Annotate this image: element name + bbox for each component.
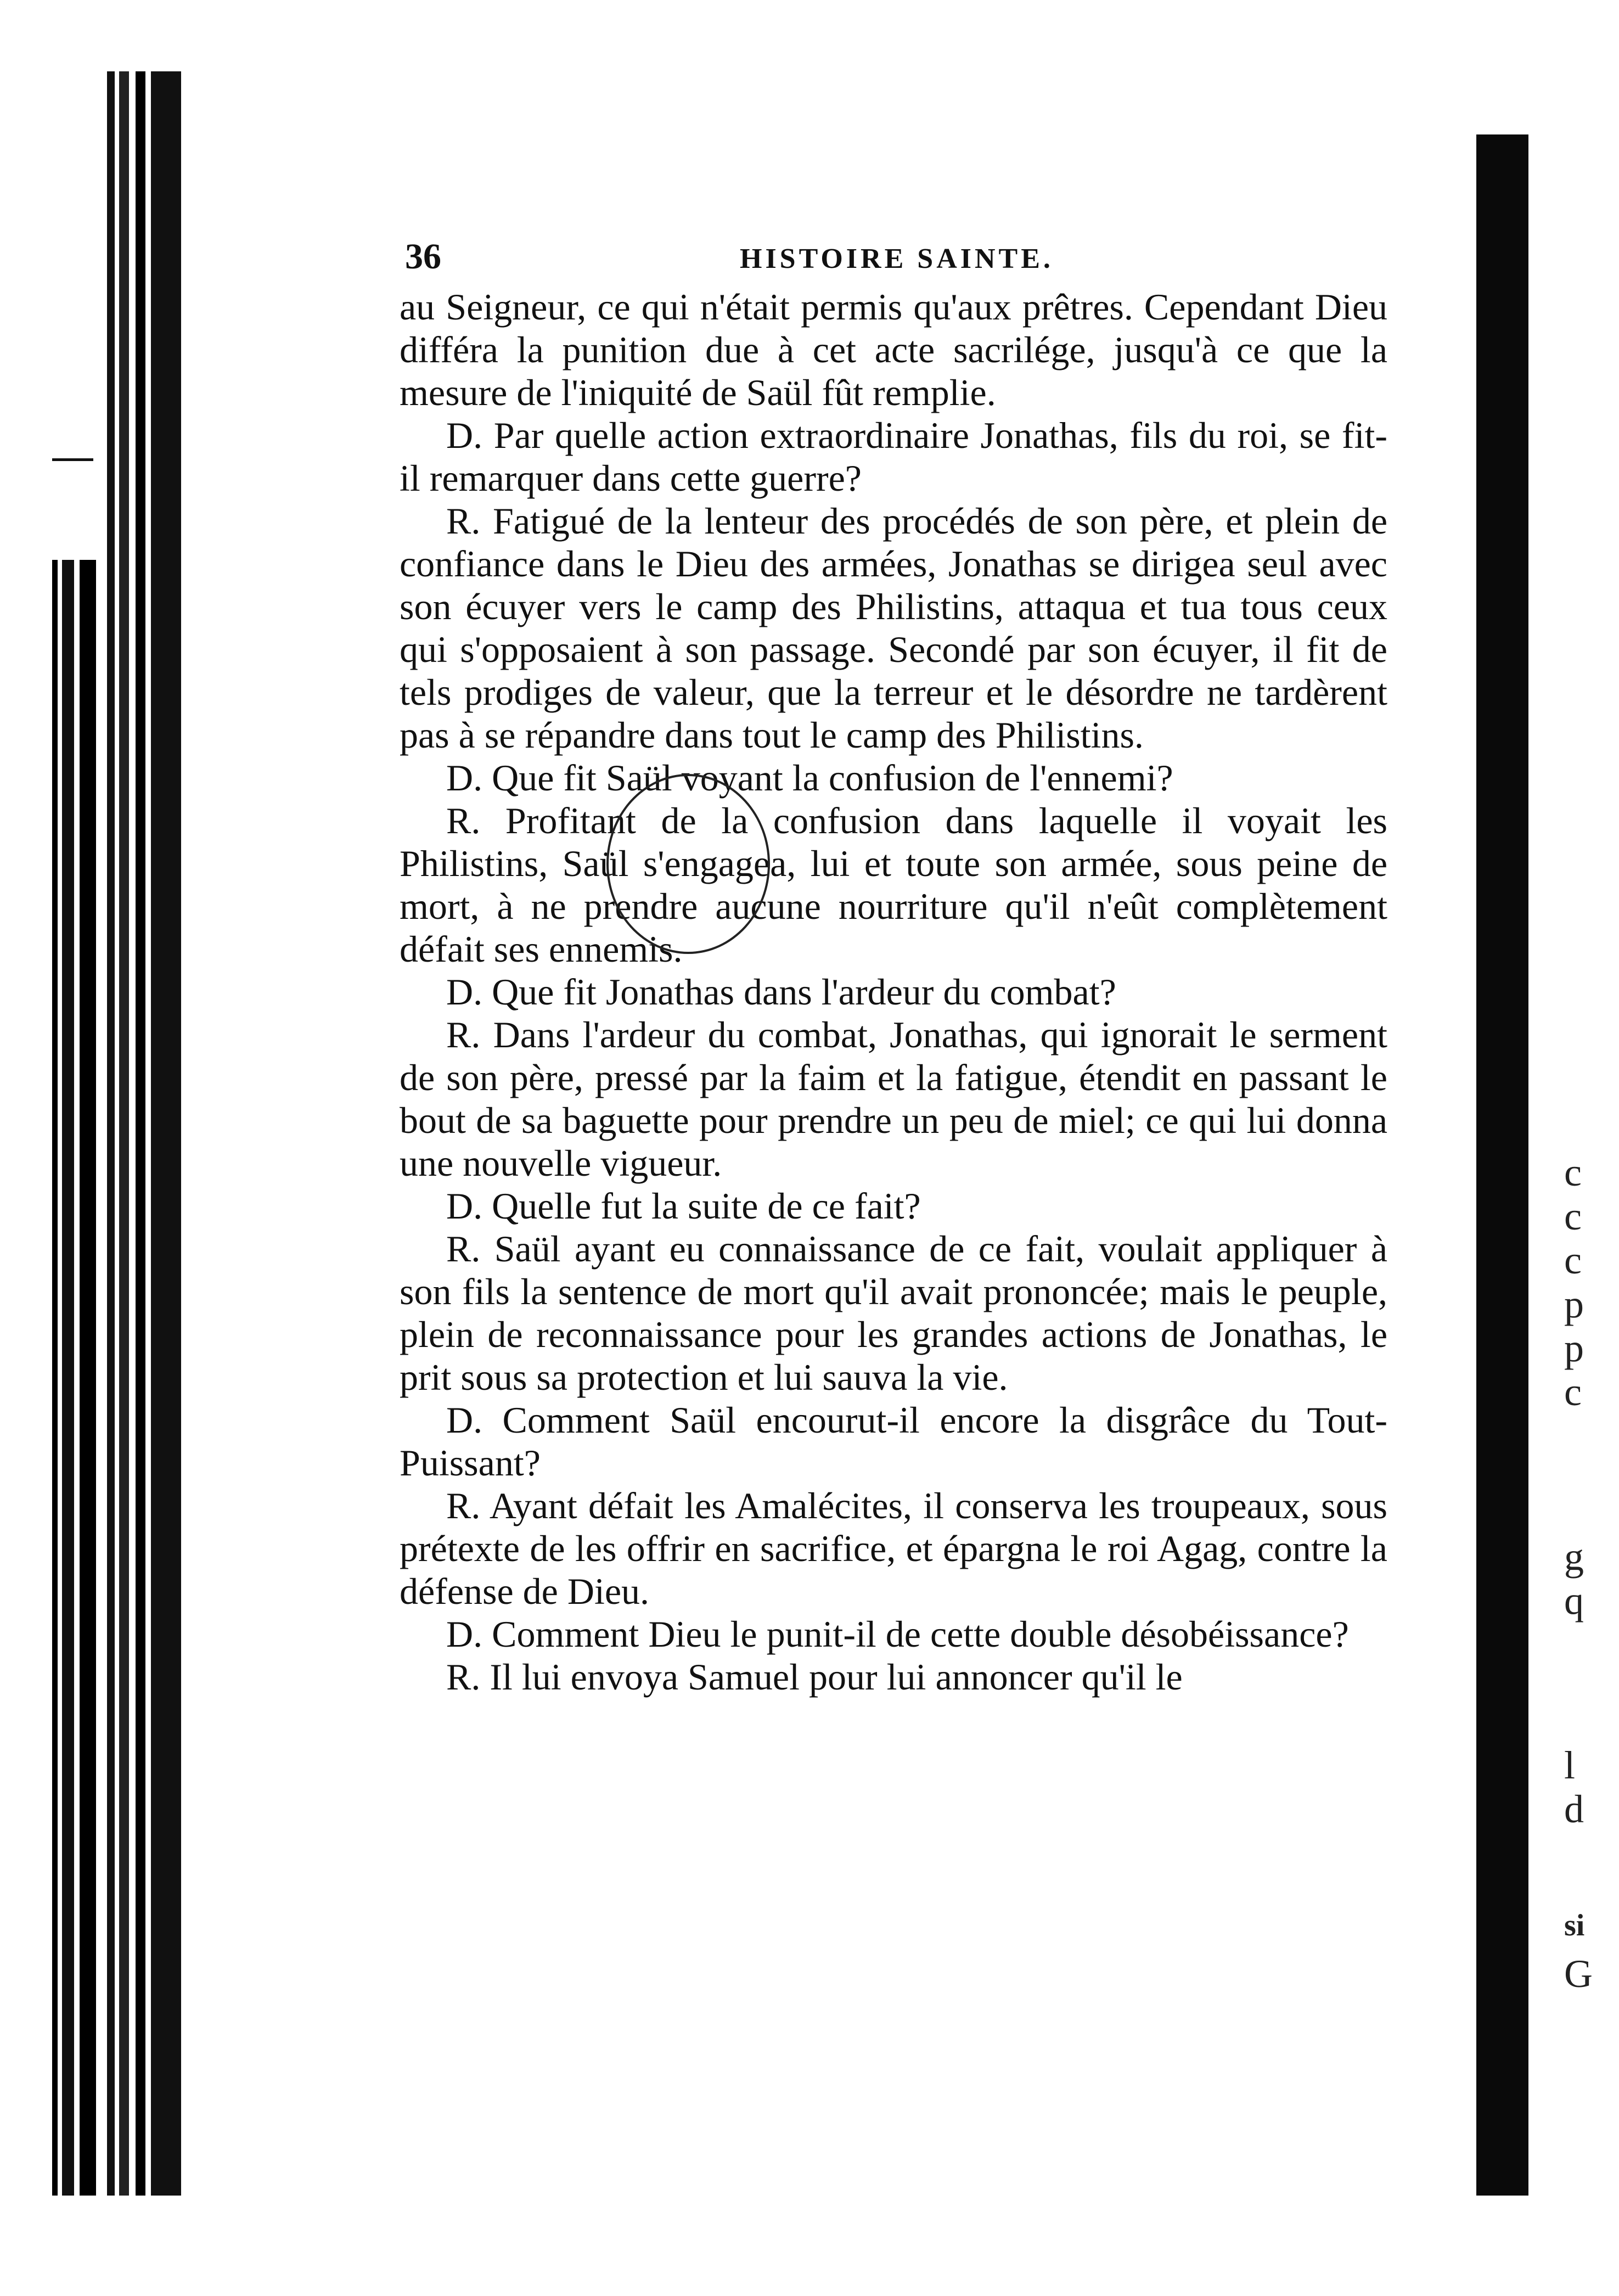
- question: D. Par quelle action extraordinaire Jonathas, fils du roi, se fit-il remarquer dans cette guerre?: [400, 414, 1387, 499]
- paragraph: au Seigneur, ce qui n'était permis qu'aux prêtres. Cependant Dieu différa la punition due à cet acte sacrilége, jusqu'à ce que la mesure de l'iniquité de Saül fût remplie.: [400, 286, 1387, 413]
- page-body: [400, 236, 1387, 1698]
- left-binding-shadow-outer: [52, 560, 96, 2196]
- next-page-fragment: G: [1564, 1952, 1593, 1996]
- next-page-fragment: c: [1564, 1150, 1582, 1194]
- page-header: [400, 236, 1387, 285]
- next-page-fragment: c: [1564, 1370, 1582, 1414]
- margin-tick-mark: [52, 458, 93, 461]
- pen-annotation-circle: [606, 774, 770, 954]
- right-page-edge: [1476, 134, 1528, 2196]
- next-page-fragment: d: [1564, 1787, 1584, 1831]
- page-number: 36: [405, 237, 441, 277]
- answer: R. Ayant défait les Amalécites, il conserva les troupeaux, sous prétexte de les offrir en sacrifice, et épargna le roi Agag, contre la défense de Dieu.: [400, 1485, 1387, 1612]
- answer: R. Dans l'ardeur du combat, Jonathas, qui ignorait le serment de son père, pressé par la faim et la fatigue, étendit en passant le bout de sa baguette pour prendre un peu de miel; ce qui lui donna une nouvelle vigueur.: [400, 1014, 1387, 1184]
- question: D. Que fit Jonathas dans l'ardeur du combat?: [446, 971, 1116, 1013]
- answer: R. Saül ayant eu connaissance de ce fait, voulait appliquer à son fils la sentence de mort qu'il avait prononcée; mais le peuple, plein de reconnaissance pour les grandes actions de Jonathas, le prit sous sa protection et lui sauva la vie.: [400, 1228, 1387, 1398]
- question: D. Quelle fut la suite de ce fait?: [446, 1185, 921, 1227]
- next-page-fragment: c: [1564, 1238, 1582, 1282]
- running-head: HISTOIRE SAINTE.: [740, 243, 1054, 274]
- answer: R. Il lui envoya Samuel pour lui annoncer qu'il le: [446, 1656, 1183, 1698]
- question: D. Comment Dieu le punit-il de cette double désobéissance?: [446, 1613, 1349, 1655]
- answer: R. Profitant de la confusion dans laquelle il voyait les Philistins, Saül s'engagea, lui et toute son armée, sous peine de mort, à ne prendre aucune nourriture qu'il n'eût complètement défait ses ennemis.: [400, 800, 1387, 970]
- next-page-fragment: c: [1564, 1194, 1582, 1238]
- next-page-fragment: q: [1564, 1579, 1584, 1623]
- next-page-fragment: p: [1564, 1282, 1584, 1326]
- question: D. Que fit Saül voyant la confusion de l'ennemi?: [446, 757, 1173, 799]
- next-page-fragment: g: [1564, 1535, 1584, 1579]
- left-binding-shadow: [107, 71, 181, 2196]
- next-page-fragment: p: [1564, 1326, 1584, 1370]
- answer: R. Fatigué de la lenteur des procédés de son père, et plein de confiance dans le Dieu des armées, Jonathas se dirigea seul avec son écuyer vers le camp des Philistins, attaqua et tua tous ceux qui s'opposaient à son passage. Secondé par son écuyer, il fit de tels prodiges de valeur, que la terreur et le désordre ne tardèrent pas à se répandre dans tout le camp des Philistins.: [400, 500, 1387, 756]
- question: D. Comment Saül encourut-il encore la disgrâce du Tout-Puissant?: [400, 1399, 1387, 1484]
- next-page-fragment: si: [1564, 1908, 1585, 1943]
- next-page-fragment: l: [1564, 1743, 1576, 1787]
